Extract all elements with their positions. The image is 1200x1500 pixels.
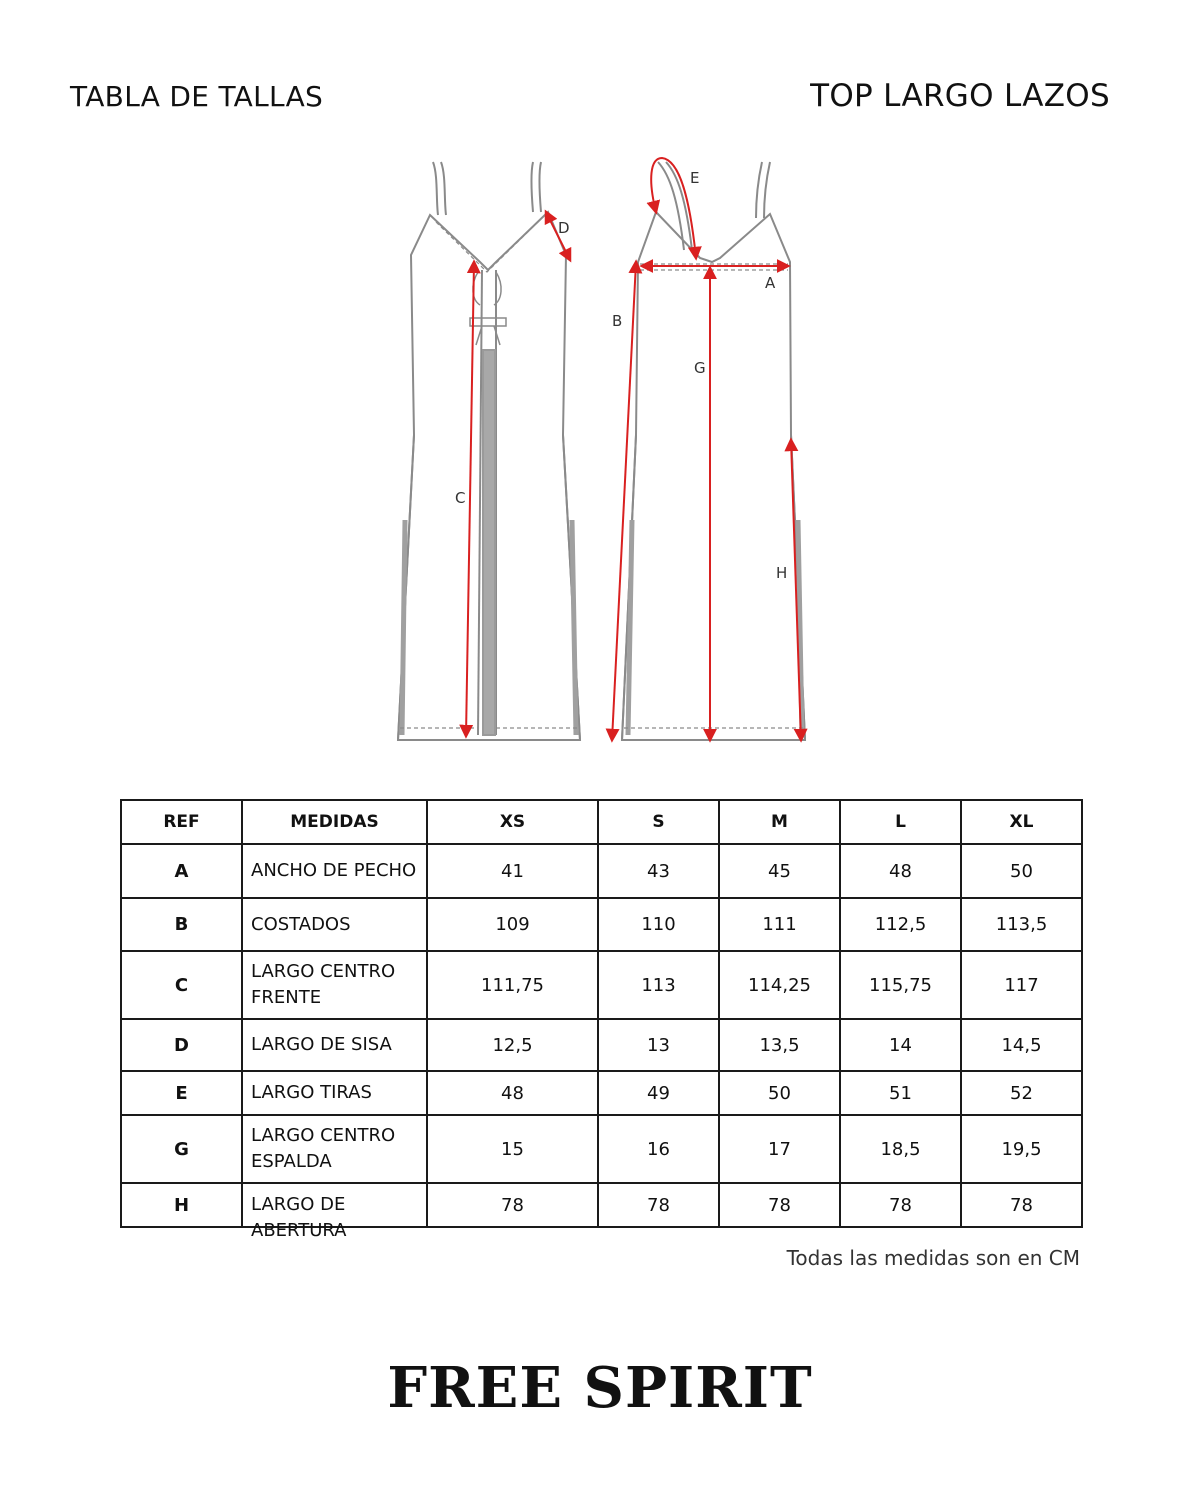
row-measure: LARGO TIRAS [242,1071,427,1115]
value-xl: 117 [961,951,1082,1019]
table-row [121,1183,1082,1227]
label-c: C [455,489,466,507]
row-measure: LARGO DE SISA [242,1019,427,1071]
value-xl: 113,5 [961,898,1082,951]
value-s: 113 [598,951,719,1019]
garment-technical-drawing [0,150,1200,760]
value-m: 17 [719,1115,840,1183]
header-size-xs: XS [427,800,598,844]
label-a: A [765,274,776,292]
value-xs: 41 [427,844,598,898]
value-m: 78 [719,1183,840,1227]
back-right-strap [756,162,762,218]
value-m: 114,25 [719,951,840,1019]
value-s: 78 [598,1183,719,1227]
value-m: 13,5 [719,1019,840,1071]
value-xl: 50 [961,844,1082,898]
row-measure [242,1183,427,1241]
value-m: 111 [719,898,840,951]
value-xs: 15 [427,1115,598,1183]
row-ref: A [121,844,242,898]
value-m: 50 [719,1071,840,1115]
value-s: 13 [598,1019,719,1071]
product-name: TOP LARGO LAZOS [810,78,1110,114]
row-measure: LARGO CENTRO FRENTE [242,951,427,1019]
header-size-s: S [598,800,719,844]
value-s: 49 [598,1071,719,1115]
row-ref: G [121,1115,242,1183]
row-measure: ANCHO DE PECHO [242,844,427,898]
table-row [121,951,1082,1019]
table-row [121,1019,1082,1071]
value-xs: 109 [427,898,598,951]
brand-logo: FREE SPIRIT [387,1355,813,1421]
header-size-xl: XL [961,800,1082,844]
value-s: 110 [598,898,719,951]
arrow-c [466,262,474,736]
table-row [121,1071,1082,1115]
value-s: 16 [598,1115,719,1183]
front-lining [483,350,495,735]
header-size-l: L [840,800,961,844]
value-xl: 14,5 [961,1019,1082,1071]
front-view [398,162,580,740]
table-row [121,898,1082,951]
row-measure: COSTADOS [242,898,427,951]
value-l: 112,5 [840,898,961,951]
row-measure: LARGO CENTRO ESPALDA [242,1115,427,1183]
table-header-row [121,800,1082,844]
value-s: 43 [598,844,719,898]
value-l: 14 [840,1019,961,1071]
row-ref: C [121,951,242,1019]
table-row [121,1115,1082,1183]
label-d: D [558,219,570,237]
row-ref: D [121,1019,242,1071]
label-h: H [776,564,788,582]
header-ref: REF [121,800,242,844]
row-ref: B [121,898,242,951]
value-xs: 78 [427,1183,598,1227]
table-row [121,844,1082,898]
value-l: 51 [840,1071,961,1115]
back-view [622,162,805,740]
size-chart-title: TABLA DE TALLAS [70,80,324,113]
value-xs: 12,5 [427,1019,598,1071]
value-xs: 111,75 [427,951,598,1019]
row-measure-text: LARGO DE ABERTURA [251,1194,347,1241]
label-b: B [612,312,623,330]
value-l: 78 [840,1183,961,1227]
front-left-strap [433,162,438,215]
value-l: 115,75 [840,951,961,1019]
value-xs: 48 [427,1071,598,1115]
value-xl: 52 [961,1071,1082,1115]
measurement-arrows [466,158,801,740]
value-l: 18,5 [840,1115,961,1183]
row-ref: E [121,1071,242,1115]
value-xl: 78 [961,1183,1082,1227]
header-size-m: M [719,800,840,844]
label-e: E [690,169,700,187]
back-body-outline [622,212,805,740]
size-table [120,799,1083,1241]
front-bow-middle [470,318,506,345]
value-m: 45 [719,844,840,898]
header-measures: MEDIDAS [242,800,427,844]
row-ref: H [121,1183,242,1227]
label-g: G [694,359,706,377]
front-right-strap [531,162,533,212]
value-xl: 19,5 [961,1115,1082,1183]
units-note: Todas las medidas son en CM [786,1246,1080,1270]
value-l: 48 [840,844,961,898]
